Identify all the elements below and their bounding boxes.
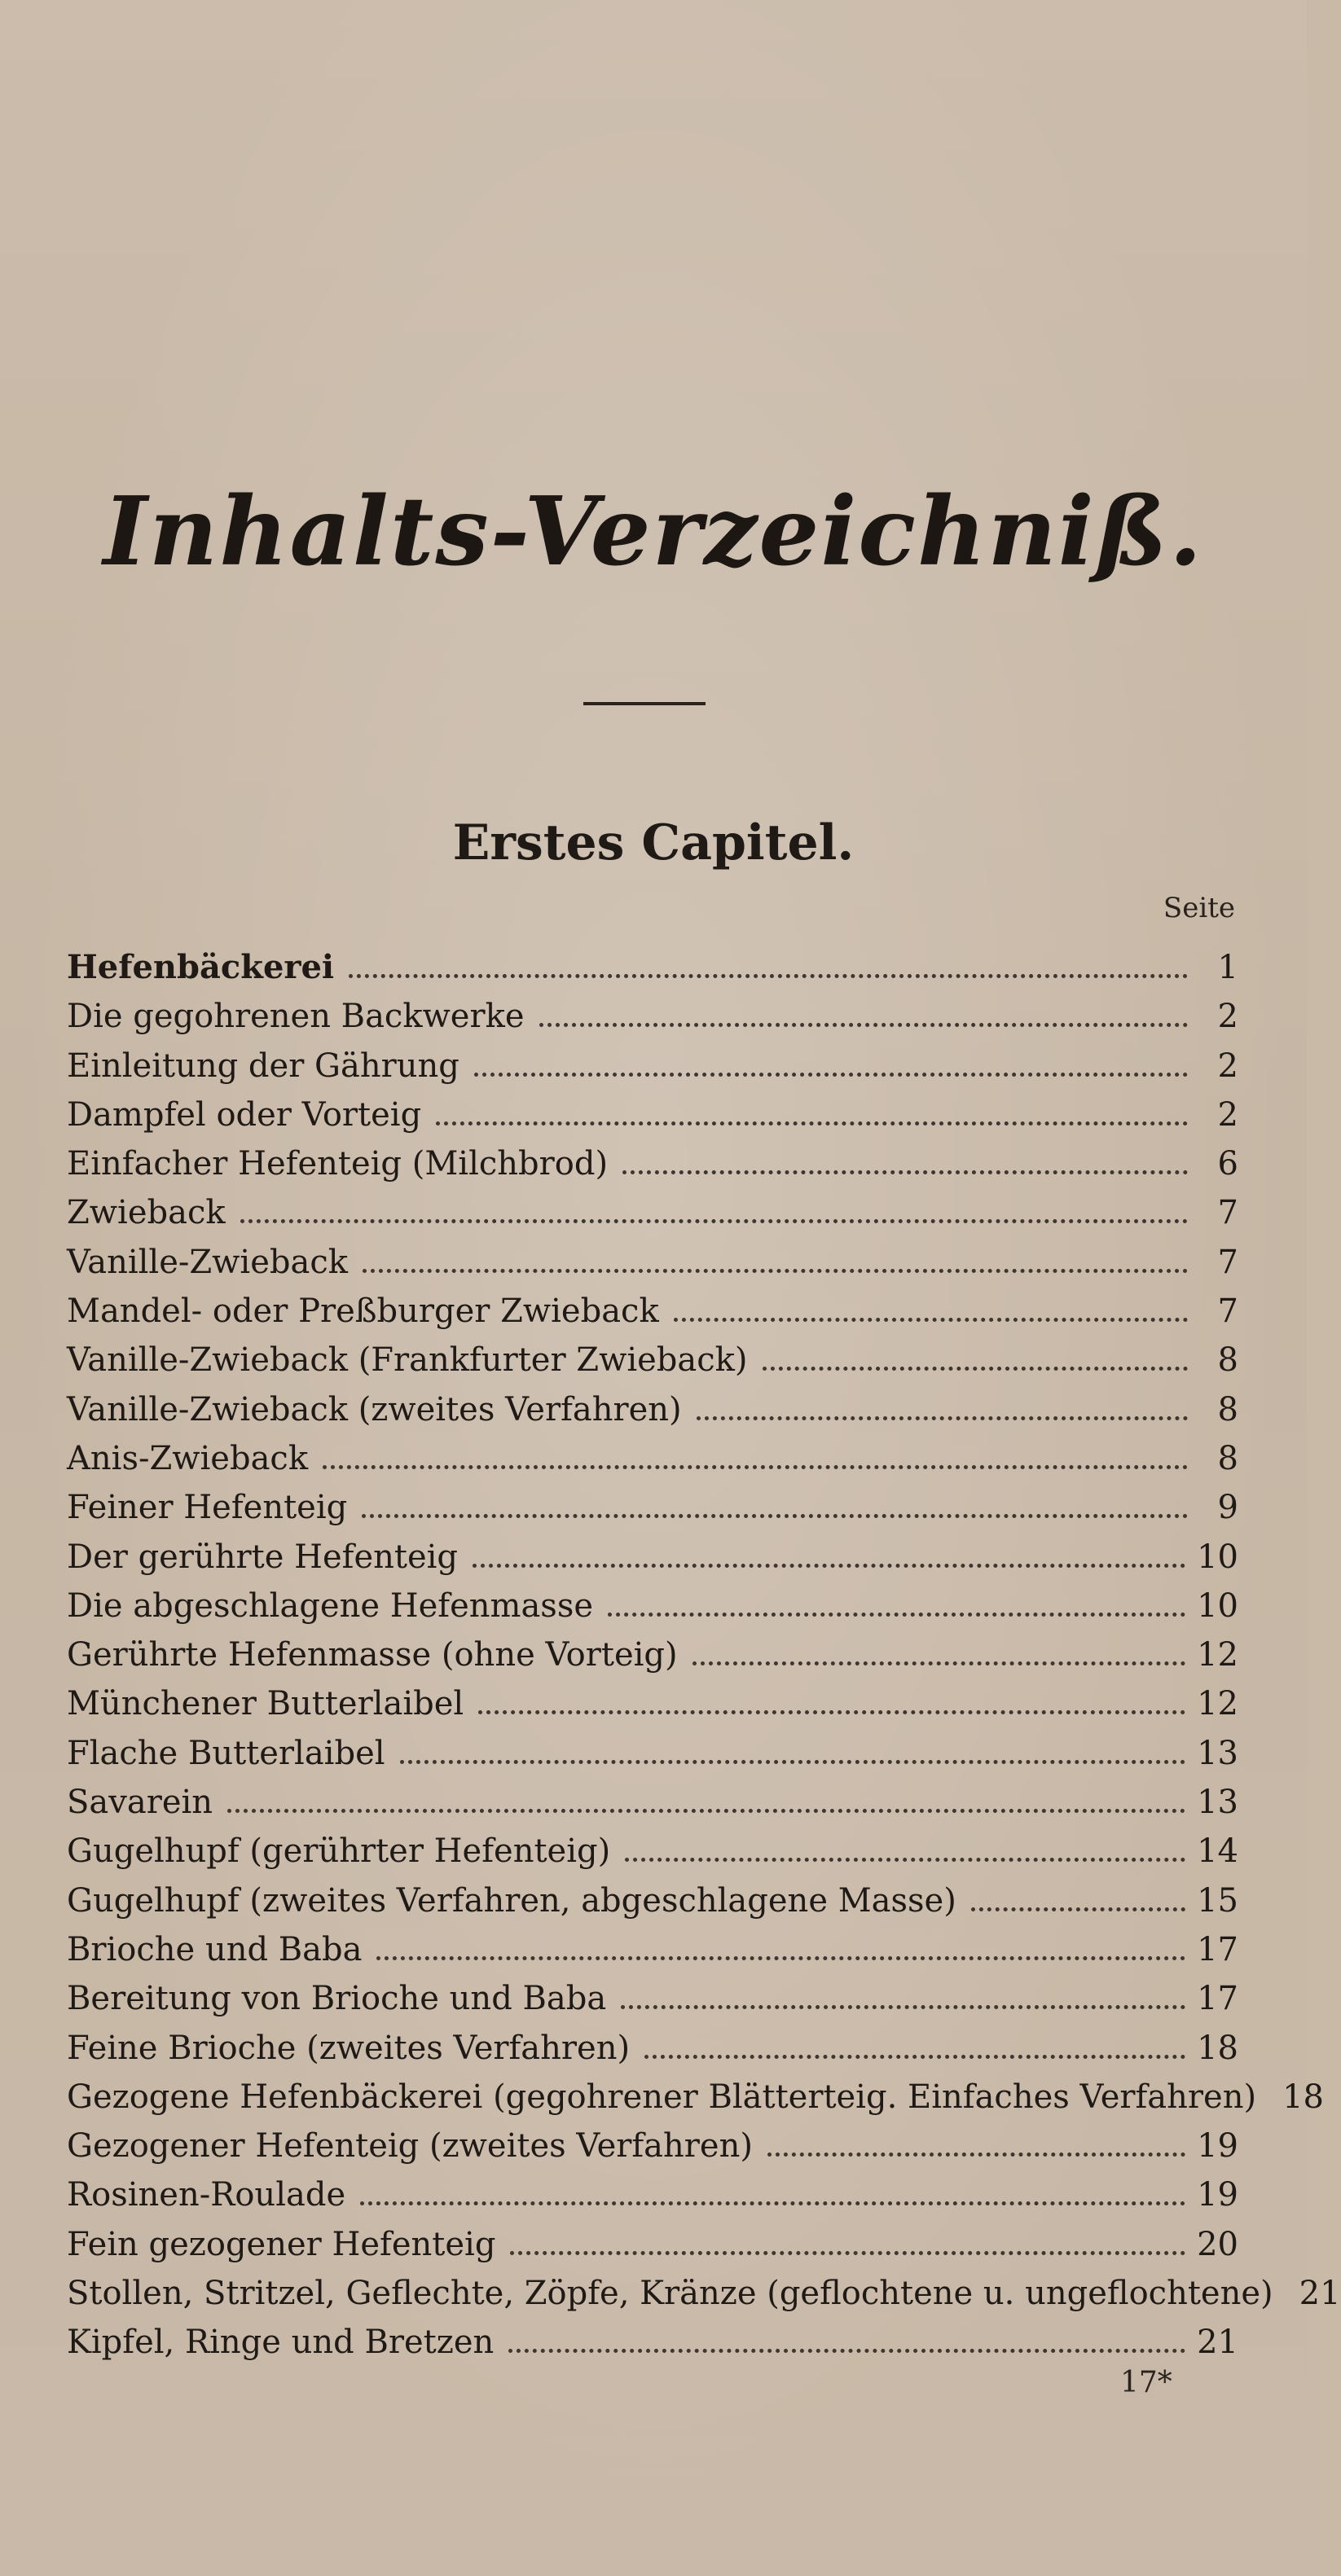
toc-entry [67,1778,1238,1827]
table-of-contents [67,943,1341,2368]
toc-entry-page: 2 [1217,998,1238,1036]
dot-leader [473,1564,1185,1568]
toc-entry-label: Zwieback [67,1194,226,1232]
dot-leader [349,974,1188,978]
toc-entry [67,1336,1238,1385]
toc-entry-label: Fein gezogener Hefenteig [67,2225,496,2263]
dot-leader [323,1465,1188,1469]
toc-entry-label: Gezogene Hefenbäckerei (gegohrener Blätterteig. Einfaches Verfahren) [67,2078,1257,2116]
dot-leader [240,1219,1188,1223]
dot-leader [478,1710,1185,1714]
toc-entry [67,1679,1238,1728]
dot-leader [400,1760,1186,1764]
toc-entry [67,1483,1238,1532]
toc-entry-label: Gugelhupf (zweites Verfahren, abgeschlagene Masse) [67,1881,956,1920]
dot-leader [474,1073,1188,1077]
dot-leader [625,1858,1185,1862]
toc-entry-page: 18 [1197,2029,1238,2067]
toc-entry-label: Gezogener Hefenteig (zweites Verfahren) [67,2127,753,2166]
toc-entry-label: Mandel- oder Preßburger Zwieback [67,1292,659,1331]
toc-entry-page: 12 [1197,1685,1238,1723]
toc-entry-page: 18 [1282,2078,1324,2116]
toc-entry [67,1091,1238,1139]
toc-entry-page: 8 [1217,1439,1238,1477]
toc-entry-label: Rosinen-Roulade [67,2176,346,2214]
toc-entry-page: 2 [1217,1095,1238,1134]
toc-entry-page: 21 [1197,2324,1238,2362]
toc-entry-page: 15 [1197,1881,1238,1920]
dot-leader [621,2005,1185,2009]
toc-entry [67,992,1238,1041]
dot-leader [360,2201,1185,2205]
toc-entry-label: Feine Brioche (zweites Verfahren) [67,2029,631,2067]
toc-entry-page: 21 [1299,2275,1341,2313]
toc-entry [67,1925,1238,1974]
toc-entry [67,1974,1238,2023]
dot-leader [692,1661,1185,1665]
toc-entry [67,2220,1238,2269]
dot-leader [362,1514,1188,1518]
dot-leader [674,1318,1188,1322]
dot-leader [644,2055,1185,2059]
page-title: Inhalts-Verzeichniß. [103,476,1204,587]
toc-entry-label: Savarein [67,1784,213,1822]
toc-entry-label: Feiner Hefenteig [67,1489,348,1527]
toc-entry [67,1434,1238,1483]
toc-entry [67,2269,1341,2318]
toc-entry-label: Vanille-Zwieback (Frankfurter Zwieback) [67,1341,748,1380]
dot-leader [763,1367,1189,1371]
dot-leader [227,1809,1185,1813]
toc-entry-label: Dampfel oder Vorteig [67,1095,422,1134]
toc-entry-page: 7 [1217,1292,1238,1331]
toc-entry-page: 20 [1197,2225,1238,2263]
dot-leader [608,1613,1185,1617]
dot-leader [697,1416,1188,1420]
toc-entry [67,1533,1238,1582]
toc-entry-page: 10 [1197,1538,1238,1576]
dot-leader [971,1907,1185,1911]
toc-entry-label: Stollen, Stritzel, Geflechte, Zöpfe, Kränze (geflochtene u. ungeflochtene) [67,2275,1273,2313]
signature-mark: 17* [1120,2366,1172,2399]
dot-leader [622,1170,1188,1174]
toc-entry-label: Hefenbäckerei [67,948,335,986]
toc-entry [67,1238,1238,1287]
toc-entry-page: 2 [1217,1047,1238,1085]
toc-entry-page: 8 [1217,1390,1238,1428]
dot-leader [539,1023,1188,1027]
toc-entry-page: 9 [1217,1489,1238,1527]
toc-entry-page: 19 [1197,2176,1238,2214]
toc-entry-label: Vanille-Zwieback (zweites Verfahren) [67,1390,682,1428]
toc-entry-label: Vanille-Zwieback [67,1243,348,1281]
toc-entry [67,1630,1238,1679]
toc-entry [67,1139,1238,1188]
toc-entry [67,1042,1238,1091]
toc-entry-page: 7 [1217,1194,1238,1232]
toc-entry [67,2122,1238,2170]
toc-entry-page: 12 [1197,1636,1238,1674]
toc-entry-page: 10 [1197,1586,1238,1625]
toc-entry-label: Gugelhupf (gerührter Hefenteig) [67,1832,611,1871]
toc-entry-page: 17 [1197,1980,1238,2018]
dot-leader [510,2251,1185,2255]
toc-entry-label: Kipfel, Ringe und Bretzen [67,2324,495,2362]
toc-entry [67,2170,1238,2219]
toc-entry [67,1876,1238,1925]
toc-entry-label: Gerührte Hefenmasse (ohne Vorteig) [67,1636,678,1674]
dot-leader [436,1121,1188,1126]
toc-entry [67,1729,1238,1778]
toc-entry-page: 17 [1197,1930,1238,1968]
toc-entry-page: 14 [1197,1832,1238,1871]
toc-entry [67,1582,1238,1630]
toc-entry [67,1188,1238,1237]
toc-entry-page: 1 [1217,949,1238,986]
dot-leader [508,2349,1185,2353]
toc-entry-label: Einfacher Hefenteig (Milchbrod) [67,1145,609,1183]
toc-entry-label: Der gerührte Hefenteig [67,1538,459,1576]
toc-entry-page: 13 [1197,1784,1238,1822]
toc-entry [67,1385,1238,1434]
title-rule [583,702,706,705]
toc-entry-page: 6 [1217,1145,1238,1183]
toc-entry [67,2024,1238,2073]
page-column-label: Seite [1163,892,1235,924]
toc-entry-label: Flache Butterlaibel [67,1734,385,1772]
toc-entry-label: Die abgeschlagene Hefenmasse [67,1586,594,1625]
toc-entry-label: Die gegohrenen Backwerke [67,998,525,1036]
chapter-title: Erstes Capitel. [452,814,855,871]
toc-entry-page: 8 [1217,1341,1238,1380]
toc-entry-label: Münchener Butterlaibel [67,1685,464,1723]
dot-leader [767,2153,1185,2157]
toc-entry-page: 19 [1197,2127,1238,2166]
dot-leader [376,1956,1185,1960]
toc-entry [67,1827,1238,1876]
toc-entry [67,1287,1238,1336]
toc-entry-page: 7 [1217,1243,1238,1281]
toc-entry-label: Brioche und Baba [67,1930,363,1968]
toc-entry-label: Einleitung der Gährung [67,1047,459,1085]
toc-entry [67,2318,1238,2367]
dot-leader [363,1269,1188,1273]
toc-entry-label: Anis-Zwieback [67,1439,309,1477]
toc-entry [67,943,1238,992]
toc-entry-label: Bereitung von Brioche und Baba [67,1980,607,2018]
toc-entry [67,2073,1324,2122]
toc-entry-page: 13 [1197,1734,1238,1772]
